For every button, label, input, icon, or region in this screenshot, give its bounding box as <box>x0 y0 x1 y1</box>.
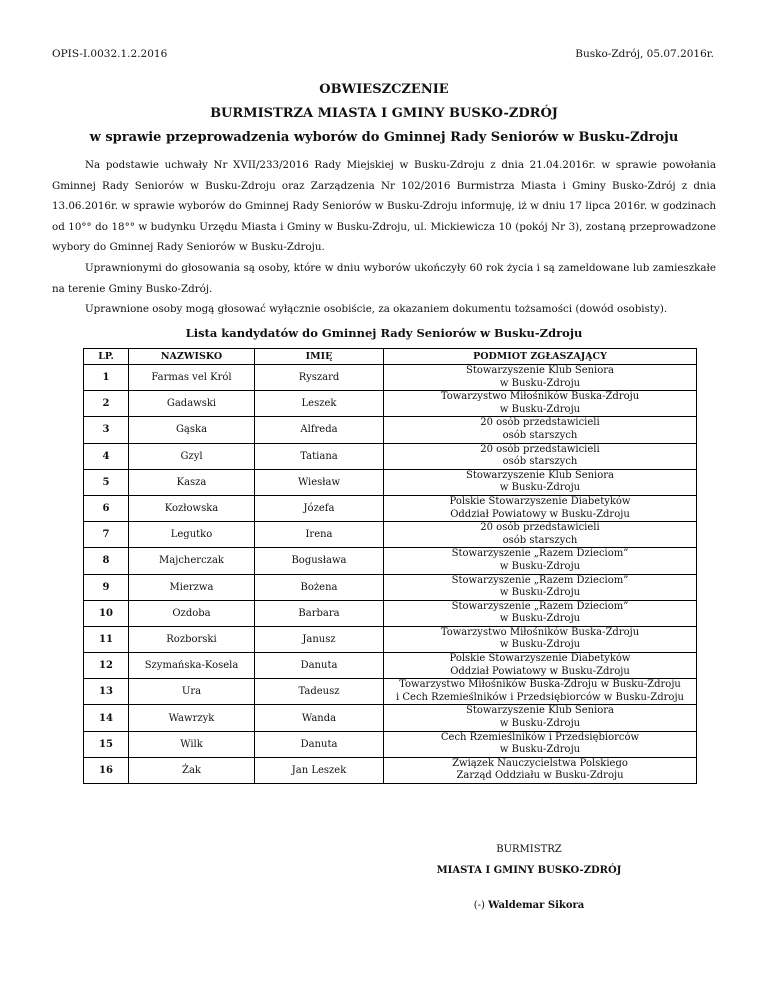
paragraph-legal-basis: Na podstawie uchwały Nr XVII/233/2016 Rady Miejskiej w Busku-Zdroju z dnia 21.04.2016r. w sprawie powołania Gminnej Rady Seniorów w Busku-Zdroju oraz Zarządzenia Nr 102/2016 Burmistrza Miasta i Gminy Busko-Zdrój z dnia 13.06.2016r. w sprawie wyborów do Gminnej Rady Seniorów w Busku-Zdroju informuję, iż w dniu 17 lipca 2016r. w godzinach od 10°° do 18°° w budynku Urzędu Miasta i Gminy w Busku-Zdroju, ul. Mickiewicza 10 (pokój Nr 3), zostaną przeprowadzone wybory do Gminnej Rady Seniorów w Busku-Zdroju. <box>52 159 716 254</box>
nominating-entity-line: osób starszych <box>502 456 578 468</box>
column-header-surname: NAZWISKO <box>129 349 255 365</box>
cell-first-name: Tatiana <box>255 443 384 469</box>
table-row <box>84 731 697 757</box>
table-row <box>84 679 697 705</box>
cell-lp: 11 <box>84 626 129 652</box>
cell-nominating-entity <box>384 391 697 417</box>
table-row <box>84 417 697 443</box>
cell-lp: 14 <box>84 705 129 731</box>
cell-surname: Majcherczak <box>129 548 255 574</box>
cell-nominating-entity <box>384 495 697 521</box>
table-row <box>84 548 697 574</box>
nominating-entity-line: Cech Rzemieślników i Przedsiębiorców <box>440 731 640 743</box>
cell-surname: Ura <box>129 679 255 705</box>
cell-lp: 12 <box>84 653 129 679</box>
cell-lp: 1 <box>84 365 129 391</box>
cell-surname: Wawrzyk <box>129 705 255 731</box>
cell-lp: 13 <box>84 679 129 705</box>
nominating-entity-line: Stowarzyszenie Klub Seniora <box>465 469 615 481</box>
nominating-entity-line: w Busku-Zdroju <box>499 587 581 599</box>
cell-first-name: Ryszard <box>255 365 384 391</box>
cell-first-name: Barbara <box>255 600 384 626</box>
cell-lp: 7 <box>84 522 129 548</box>
nominating-entity-line: Polskie Stowarzyszenie Diabetyków <box>449 653 631 665</box>
signature-title-1: BURMISTRZ <box>496 844 562 855</box>
paragraph-eligibility: Uprawnionymi do głosowania są osoby, które w dniu wyborów ukończyły 60 rok życia i są zameldowane lub zamieszkałe na terenie Gminy Busko-Zdrój. <box>52 261 716 295</box>
table-row <box>84 705 697 731</box>
candidate-list-title: Lista kandydatów do Gminnej Rady Seniorów w Busku-Zdroju <box>185 326 583 340</box>
cell-first-name: Janusz <box>255 626 384 652</box>
title-announcement: OBWIESZCZENIE <box>319 82 449 97</box>
candidate-table-body <box>84 365 697 784</box>
nominating-entity-line: Polskie Stowarzyszenie Diabetyków <box>449 495 631 507</box>
cell-surname: Żak <box>129 757 255 783</box>
nominating-entity-line: w Busku-Zdroju <box>499 403 581 415</box>
cell-surname: Szymańska-Kosela <box>129 653 255 679</box>
cell-nominating-entity <box>384 600 697 626</box>
cell-first-name: Leszek <box>255 391 384 417</box>
cell-lp: 5 <box>84 469 129 495</box>
nominating-entity-line: w Busku-Zdroju <box>499 718 581 730</box>
table-row <box>84 495 697 521</box>
cell-nominating-entity <box>384 417 697 443</box>
cell-nominating-entity <box>384 548 697 574</box>
cell-nominating-entity <box>384 705 697 731</box>
nominating-entity-line: osób starszych <box>502 429 578 441</box>
nominating-entity-line: Stowarzyszenie „Razem Dzieciom” <box>451 574 629 586</box>
nominating-entity-line: Stowarzyszenie „Razem Dzieciom” <box>451 548 629 560</box>
cell-nominating-entity <box>384 574 697 600</box>
title-issuer: BURMISTRZA MIASTA I GMINY BUSKO-ZDRÓJ <box>210 106 558 121</box>
candidate-table <box>83 348 697 784</box>
column-header-lp: LP. <box>84 349 129 365</box>
cell-lp: 9 <box>84 574 129 600</box>
cell-first-name: Tadeusz <box>255 679 384 705</box>
cell-surname: Ozdoba <box>129 600 255 626</box>
nominating-entity-line: Stowarzyszenie Klub Seniora <box>465 705 615 717</box>
cell-surname: Legutko <box>129 522 255 548</box>
signature-name: Waldemar Sikora <box>488 900 585 911</box>
cell-surname: Wilk <box>129 731 255 757</box>
table-row <box>84 469 697 495</box>
nominating-entity-line: Oddział Powiatowy w Busku-Zdroju <box>450 665 630 677</box>
cell-first-name: Alfreda <box>255 417 384 443</box>
cell-lp: 15 <box>84 731 129 757</box>
nominating-entity-line: Zarząd Oddziału w Busku-Zdroju <box>456 770 624 782</box>
cell-nominating-entity <box>384 469 697 495</box>
cell-lp: 16 <box>84 757 129 783</box>
column-header-nominating-entity: PODMIOT ZGŁASZAJĄCY <box>384 349 697 365</box>
cell-lp: 8 <box>84 548 129 574</box>
cell-surname: Mierzwa <box>129 574 255 600</box>
cell-lp: 4 <box>84 443 129 469</box>
table-row <box>84 757 697 783</box>
title-subject: w sprawie przeprowadzenia wyborów do Gminnej Rady Seniorów w Busku-Zdroju <box>89 130 679 145</box>
table-row <box>84 626 697 652</box>
table-row <box>84 600 697 626</box>
nominating-entity-line: w Busku-Zdroju <box>499 744 581 756</box>
document-reference: OPIS-I.0032.1.2.2016 <box>52 48 168 60</box>
table-row <box>84 443 697 469</box>
nominating-entity-line: Towarzystwo Miłośników Buska-Zdroju <box>440 391 640 403</box>
cell-surname: Gzyl <box>129 443 255 469</box>
signature-prefix: (-) <box>473 900 485 911</box>
cell-first-name: Irena <box>255 522 384 548</box>
cell-surname: Kasza <box>129 469 255 495</box>
cell-lp: 10 <box>84 600 129 626</box>
cell-first-name: Jan Leszek <box>255 757 384 783</box>
cell-first-name: Danuta <box>255 653 384 679</box>
cell-surname: Gąska <box>129 417 255 443</box>
signature-line <box>420 900 638 911</box>
cell-nominating-entity <box>384 653 697 679</box>
cell-first-name: Wiesław <box>255 469 384 495</box>
cell-nominating-entity <box>384 679 697 705</box>
cell-nominating-entity <box>384 522 697 548</box>
document-titles <box>0 82 768 154</box>
cell-surname: Rozborski <box>129 626 255 652</box>
table-row <box>84 653 697 679</box>
nominating-entity-line: osób starszych <box>502 534 578 546</box>
nominating-entity-line: Towarzystwo Miłośników Buska-Zdroju w Busku-Zdroju <box>399 679 681 691</box>
cell-surname: Gadawski <box>129 391 255 417</box>
cell-first-name: Bożena <box>255 574 384 600</box>
nominating-entity-line: 20 osób przedstawicieli <box>480 417 600 429</box>
place-and-date: Busko-Zdrój, 05.07.2016r. <box>575 48 714 60</box>
nominating-entity-line: w Busku-Zdroju <box>499 560 581 572</box>
cell-first-name: Wanda <box>255 705 384 731</box>
table-row <box>84 574 697 600</box>
nominating-entity-line: w Busku-Zdroju <box>499 613 581 625</box>
body-text <box>52 155 716 320</box>
table-row <box>84 365 697 391</box>
signature-title-2: MIASTA I GMINY BUSKO-ZDRÓJ <box>436 865 622 876</box>
cell-nominating-entity <box>384 757 697 783</box>
nominating-entity-line: Związek Nauczycielstwa Polskiego <box>452 757 628 769</box>
cell-lp: 6 <box>84 495 129 521</box>
table-row <box>84 391 697 417</box>
cell-surname: Farmas vel Król <box>129 365 255 391</box>
nominating-entity-line: i Cech Rzemieślników i Przedsiębiorców w Busku-Zdroju <box>396 691 684 703</box>
cell-surname: Kozłowska <box>129 495 255 521</box>
nominating-entity-line: Stowarzyszenie „Razem Dzieciom” <box>451 600 629 612</box>
cell-lp: 2 <box>84 391 129 417</box>
table-row <box>84 522 697 548</box>
cell-first-name: Bogusława <box>255 548 384 574</box>
nominating-entity-line: Oddział Powiatowy w Busku-Zdroju <box>450 508 630 520</box>
table-header-row <box>84 349 697 365</box>
paragraph-voting-method: Uprawnione osoby mogą głosować wyłącznie osobiście, za okazaniem dokumentu tożsamości (dowód osobisty). <box>85 303 668 316</box>
nominating-entity-line: Stowarzyszenie Klub Seniora <box>465 365 615 376</box>
nominating-entity-line: Towarzystwo Miłośników Buska-Zdroju <box>440 626 640 638</box>
cell-nominating-entity <box>384 365 697 391</box>
cell-first-name: Danuta <box>255 731 384 757</box>
nominating-entity-line: w Busku-Zdroju <box>499 639 581 651</box>
nominating-entity-line: w Busku-Zdroju <box>499 482 581 494</box>
cell-nominating-entity <box>384 443 697 469</box>
nominating-entity-line: w Busku-Zdroju <box>499 377 581 389</box>
cell-first-name: Józefa <box>255 495 384 521</box>
nominating-entity-line: 20 osób przedstawicieli <box>480 443 600 455</box>
nominating-entity-line: 20 osób przedstawicieli <box>480 522 600 534</box>
column-header-first-name: IMIĘ <box>255 349 384 365</box>
cell-nominating-entity <box>384 731 697 757</box>
cell-lp: 3 <box>84 417 129 443</box>
cell-nominating-entity <box>384 626 697 652</box>
